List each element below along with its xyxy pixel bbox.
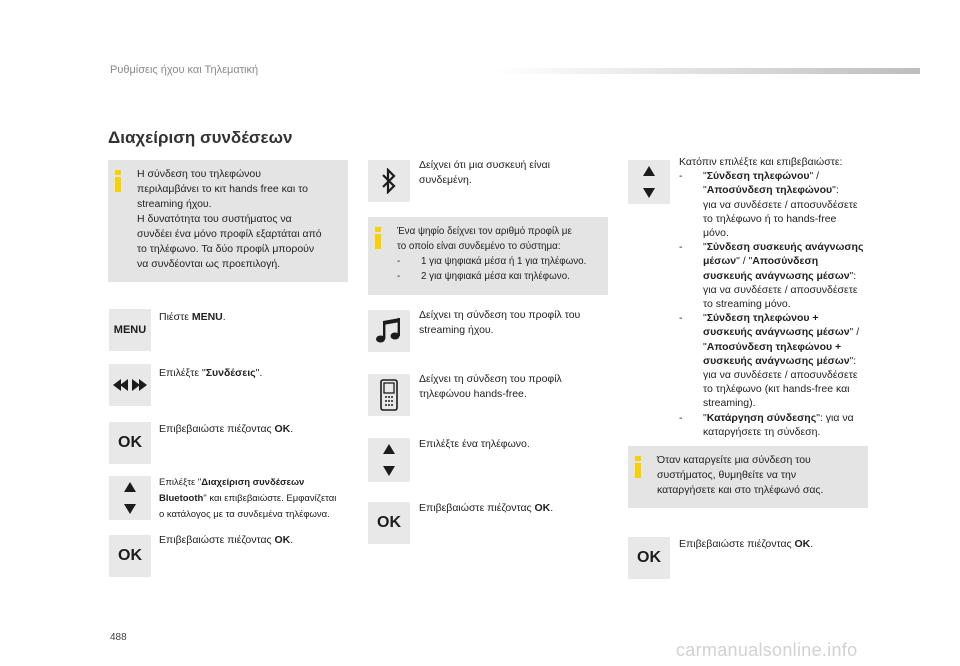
step-confirm-ok-4: Επιβεβαιώστε πιέζοντας OK. (679, 538, 814, 550)
ok-button-label: OK (637, 549, 661, 566)
music-description: Δείχνει τη σύνδεση του προφίλ του streaming ήχου. (419, 309, 581, 336)
note-line: Η σύνδεση του τηλεφώνου (137, 168, 261, 180)
menu-button-label: MENU (113, 324, 147, 336)
note-line: περιλαμβάνει το κιτ hands free και το (137, 183, 308, 195)
page-number: 488 (110, 632, 127, 643)
info-note-profile-digit: Ένα ψηφίο δείχνει τον αριθμό προφίλ με το οποίο είναι συνδεμένο το σύστημα: - 1 για ψηφιακά μέσα ή 1 για τηλέφωνο. - 2 για ψηφιακά μέσα και τηλέφωνο. (368, 217, 608, 295)
watermark: carmanualsonline.info (676, 640, 858, 660)
info-note-intro (108, 160, 348, 282)
music-symbol (368, 310, 410, 352)
step-confirm-ok-3: Επιβεβαιώστε πιέζοντας OK. (419, 502, 554, 514)
step-select-bt-management: Επιλέξτε "Διαχείριση συνδέσεων Bluetooth" και επιβεβαιώστε. Εμφανίζεται ο κατάλογος με τα συνδεμένα τηλέφωνα. (159, 477, 337, 520)
connection-options-list: Κατόπιν επιλέξτε και επιβεβαιώστε: - "Σύνδεση τηλεφώνου" / "Αποσύνδεση τηλεφώνου": για να συνδέσετε / αποσυνδέσετε το τηλέφωνο ή το hands-free μόνο. - "Σύνδεση συσκευής ανάγνωσης μέσων" / "Αποσύνδεση συσκευής ανάγνωσης μέσων": για να συνδέσετε / αποσυνδέσετε το streaming μόνο. - "Σύνδεση τηλεφώνου + συσκευής ανάγνωσης μέσων" / "Αποσύνδεση τηλεφώνου + συσκευής ανάγνωσης μέσων": για να συνδέσετε / αποσυνδέσετε το τηλέφωνο (κιτ hands-free και streaming). - "Κατάργηση σύνδεσης": για να καταργήσετε τη σύνδεση. (679, 156, 864, 438)
info-icon (635, 456, 641, 478)
ok-button-label: OK (118, 547, 142, 564)
note-line: να συνδέονται ως προεπιλογή. (137, 258, 281, 270)
up-down-arrows-icon (381, 442, 397, 478)
step-select-phone: Επιλέξτε ένα τηλέφωνο. (419, 438, 530, 450)
ok-button[interactable] (109, 535, 151, 577)
step-select-connections: Επιλέξτε "Συνδέσεις". (159, 367, 263, 379)
note-line: streaming ήχου. (137, 198, 212, 210)
note-line: συνδέει ένα μόνο προφίλ εξαρτάται από (137, 228, 322, 240)
up-down-arrows-icon (641, 164, 657, 200)
step-confirm-ok-2: Επιβεβαιώστε πιέζοντας OK. (159, 534, 294, 546)
section-header: Ρυθμίσεις ήχου και Τηλεματική (110, 64, 259, 76)
ok-button[interactable] (628, 537, 670, 579)
step-press-menu: Πιέστε MENU. (159, 311, 226, 323)
header-divider-bar (493, 68, 920, 74)
info-note-disconnect: Όταν καταργείτε μια σύνδεση του συστήματος, θυμηθείτε να την καταργήσετε και στο τηλέφωνό σας. (628, 446, 868, 508)
up-down-arrows-icon (122, 480, 138, 516)
bluetooth-symbol (368, 160, 410, 202)
note-line: το τηλέφωνο. Τα δύο προφίλ μπορούν (137, 243, 315, 255)
note-line: Η δυνατότητα του συστήματος να (137, 213, 292, 225)
mobile-phone-icon (379, 379, 399, 411)
music-note-icon (375, 317, 403, 345)
ok-button[interactable] (368, 502, 410, 544)
up-down-buttons[interactable] (368, 438, 410, 482)
up-down-buttons[interactable] (628, 160, 670, 204)
bluetooth-icon (382, 168, 396, 194)
ok-button-label: OK (377, 514, 401, 531)
step-confirm-ok: Επιβεβαιώστε πιέζοντας OK. (159, 423, 294, 435)
ok-button[interactable] (109, 422, 151, 464)
phone-description: Δείχνει τη σύνδεση του προφίλ τηλεφώνου hands-free. (419, 373, 562, 400)
bluetooth-description: Δείχνει ότι μια συσκευή είναι συνδεμένη. (419, 159, 550, 186)
page-title: Διαχείριση συνδέσεων (108, 128, 293, 147)
prev-next-buttons[interactable] (109, 364, 151, 406)
up-down-buttons[interactable] (109, 476, 151, 520)
info-icon (375, 227, 381, 249)
info-icon (115, 170, 121, 192)
rewind-forward-icon (111, 377, 149, 393)
ok-button-label: OK (118, 434, 142, 451)
phone-symbol (368, 374, 410, 416)
menu-button[interactable] (109, 309, 151, 351)
